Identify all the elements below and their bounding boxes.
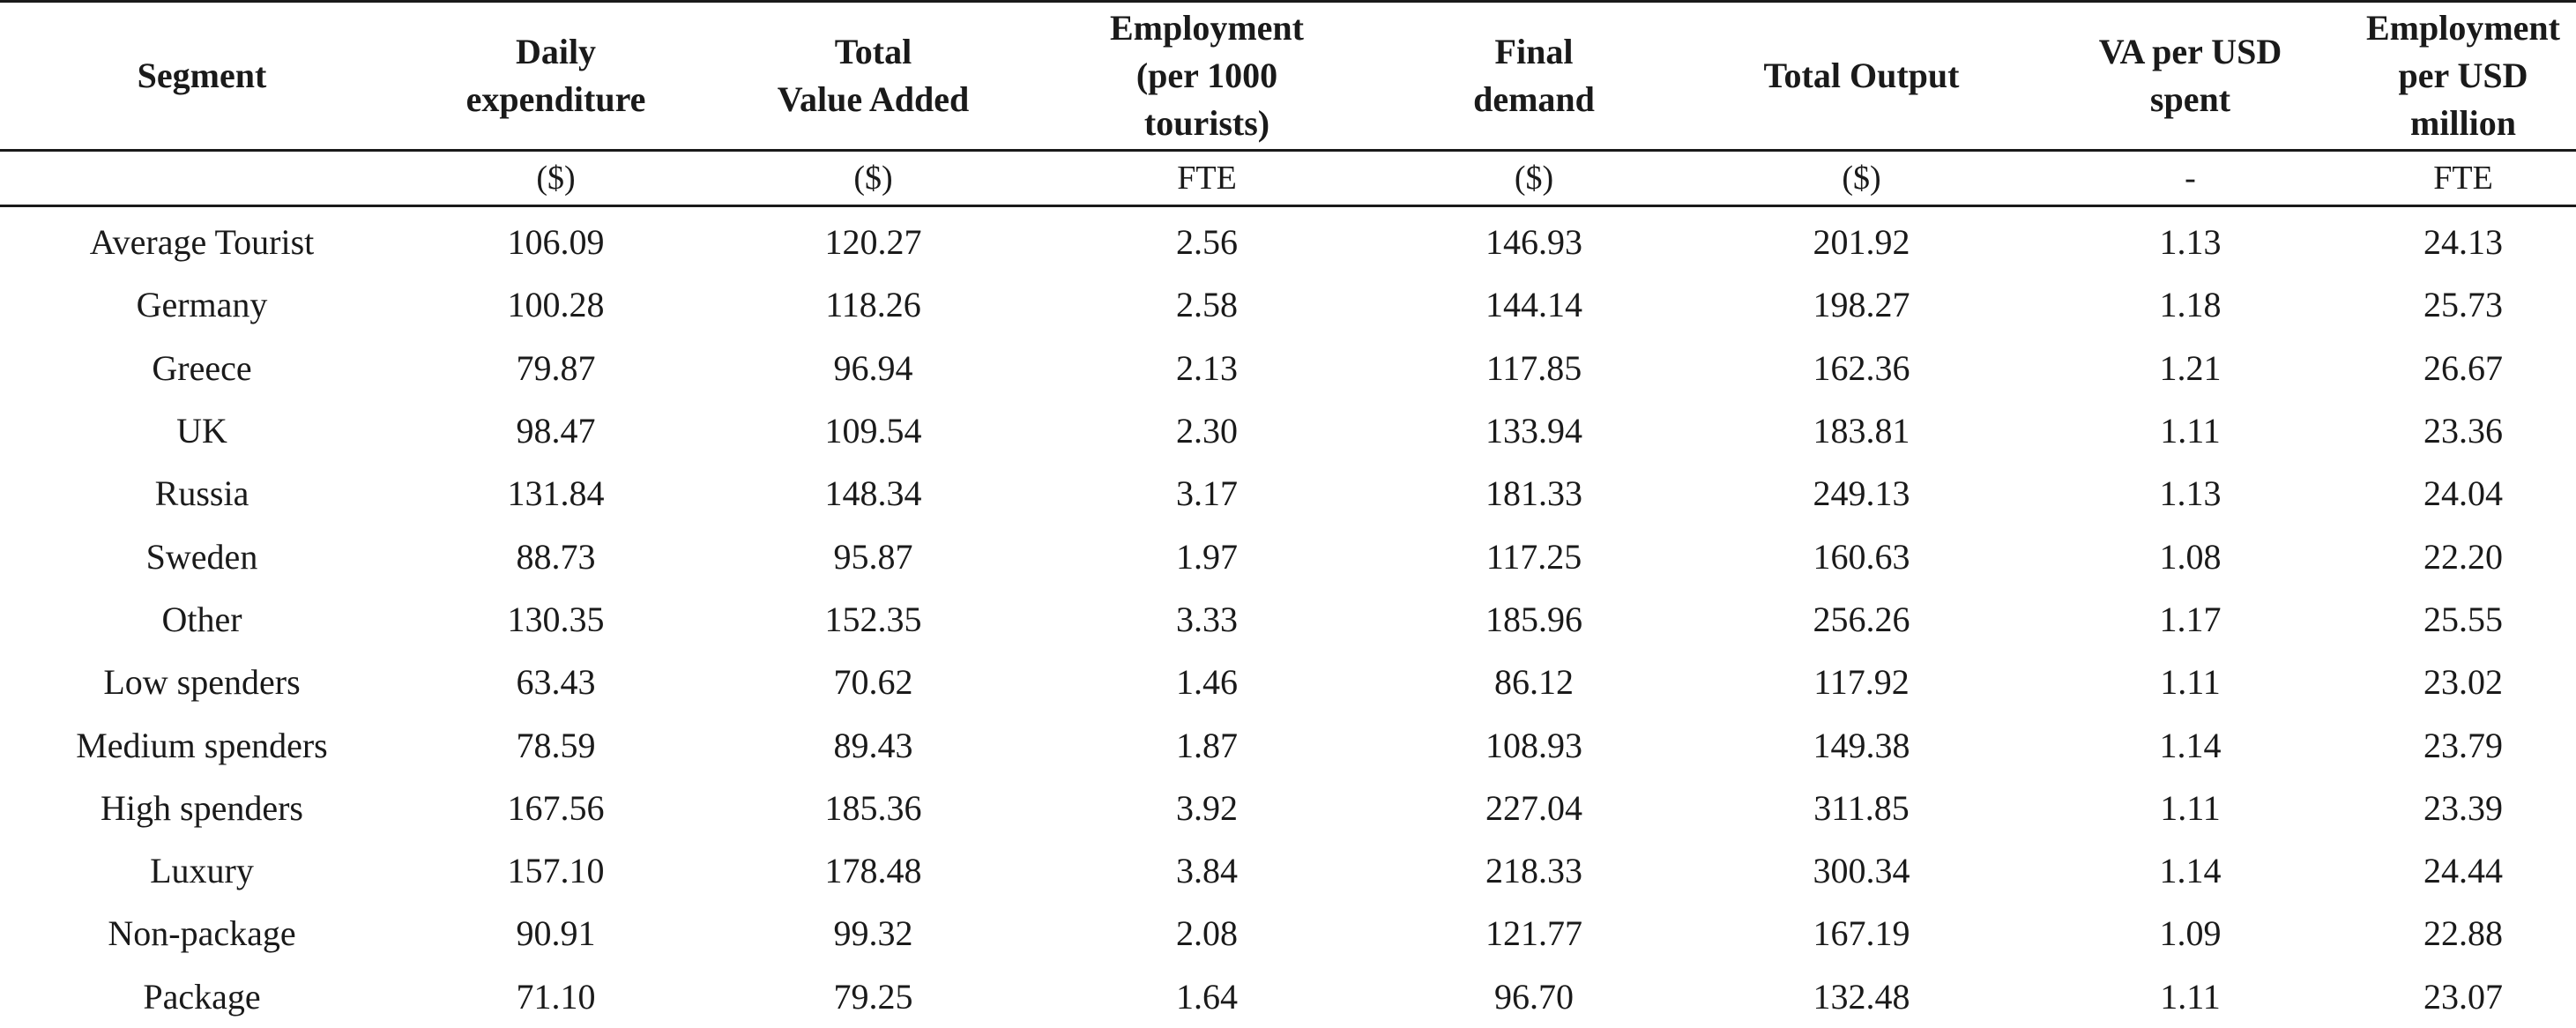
value-cell-daily-expenditure: 90.91	[516, 913, 596, 954]
header-line: Final	[1494, 32, 1574, 71]
header-line: tourists)	[1143, 103, 1270, 143]
table-row	[0, 337, 2576, 399]
unit-cell-total-value-added: ($)	[708, 151, 1039, 206]
table-row	[0, 777, 2576, 839]
table-header	[0, 2, 2576, 206]
header-line: Employment	[1110, 8, 1304, 48]
value-cell-employment-per-usd-million: 23.39	[2423, 787, 2503, 828]
segment-cell: UK	[176, 411, 227, 451]
value-cell-employment-per-1000: 3.84	[1176, 851, 1238, 891]
value-cell-total-output: 162.36	[1813, 347, 1910, 388]
value-cell-total-value-added: 152.35	[824, 599, 922, 639]
unit-cell-va-per-usd: -	[2030, 151, 2350, 206]
table-row	[0, 273, 2576, 336]
table-row	[0, 462, 2576, 525]
value-cell-employment-per-1000: 3.33	[1176, 599, 1238, 639]
value-cell-daily-expenditure: 98.47	[516, 411, 596, 451]
table-row	[0, 902, 2576, 965]
value-cell-final-demand: 86.12	[1494, 662, 1574, 703]
value-cell-total-output: 201.92	[1813, 222, 1910, 263]
value-cell-final-demand: 146.93	[1485, 222, 1582, 263]
value-cell-employment-per-usd-million: 26.67	[2423, 347, 2503, 388]
value-cell-total-output: 132.48	[1813, 976, 1910, 1017]
header-line: (per 1000	[1135, 56, 1278, 95]
column-header-total-value-added	[708, 2, 1039, 151]
value-cell-daily-expenditure: 79.87	[516, 347, 596, 388]
value-cell-va-per-usd: 1.17	[2159, 599, 2222, 639]
value-cell-total-output: 300.34	[1813, 851, 1910, 891]
header-line: Total Output	[1763, 56, 1960, 95]
table-row	[0, 713, 2576, 776]
column-header-employment-per-usd-million	[2350, 2, 2576, 151]
unit-cell-segment	[0, 151, 404, 206]
segment-cell: Other	[161, 599, 242, 639]
value-cell-employment-per-1000: 2.08	[1176, 913, 1238, 954]
value-cell-employment-per-usd-million: 22.20	[2423, 536, 2503, 577]
table-row	[0, 399, 2576, 462]
value-cell-total-value-added: 79.25	[833, 976, 913, 1017]
header-line: Total	[834, 32, 912, 71]
header-line: expenditure	[465, 79, 646, 119]
value-cell-total-output: 160.63	[1813, 536, 1910, 577]
table-row	[0, 965, 2576, 1028]
segment-cell: Package	[143, 976, 261, 1017]
value-cell-employment-per-1000: 3.17	[1176, 473, 1238, 514]
column-header-row	[0, 2, 2576, 151]
value-cell-total-value-added: 96.94	[833, 347, 913, 388]
value-cell-total-value-added: 89.43	[833, 725, 913, 765]
value-cell-final-demand: 185.96	[1485, 599, 1582, 639]
value-cell-total-output: 149.38	[1813, 725, 1910, 765]
value-cell-daily-expenditure: 106.09	[507, 222, 605, 263]
unit-cell-final-demand: ($)	[1375, 151, 1693, 206]
value-cell-daily-expenditure: 71.10	[516, 976, 596, 1017]
value-cell-final-demand: 144.14	[1485, 285, 1582, 325]
value-cell-employment-per-1000: 1.46	[1176, 662, 1238, 703]
column-header-final-demand	[1375, 2, 1693, 151]
value-cell-total-value-added: 120.27	[824, 222, 922, 263]
header-line: Segment	[137, 56, 267, 95]
value-cell-final-demand: 108.93	[1485, 725, 1582, 765]
segment-cell: Russia	[154, 473, 249, 514]
value-cell-employment-per-1000: 2.58	[1176, 285, 1238, 325]
table-row	[0, 525, 2576, 587]
unit-cell-employment-per-1000: FTE	[1039, 151, 1375, 206]
segment-cell: Medium spenders	[76, 725, 328, 765]
value-cell-total-output: 198.27	[1813, 285, 1910, 325]
header-line: Employment	[2366, 8, 2560, 48]
value-cell-employment-per-usd-million: 24.04	[2423, 473, 2503, 514]
header-line: Value Added	[777, 79, 970, 119]
value-cell-total-output: 249.13	[1813, 473, 1910, 514]
table-row	[0, 839, 2576, 902]
value-cell-employment-per-usd-million: 22.88	[2423, 913, 2503, 954]
value-cell-final-demand: 117.85	[1485, 347, 1582, 388]
value-cell-total-output: 256.26	[1813, 599, 1910, 639]
column-header-va-per-usd	[2030, 2, 2350, 151]
header-line: demand	[1473, 79, 1595, 119]
value-cell-va-per-usd: 1.13	[2159, 222, 2222, 263]
value-cell-daily-expenditure: 63.43	[516, 662, 596, 703]
value-cell-total-output: 117.92	[1813, 662, 1910, 703]
header-line: spent	[2149, 79, 2231, 119]
value-cell-daily-expenditure: 78.59	[516, 725, 596, 765]
value-cell-va-per-usd: 1.11	[2160, 787, 2221, 828]
value-cell-va-per-usd: 1.11	[2160, 411, 2221, 451]
value-cell-employment-per-1000: 1.64	[1176, 976, 1238, 1017]
value-cell-employment-per-usd-million: 23.36	[2423, 411, 2503, 451]
value-cell-va-per-usd: 1.14	[2159, 725, 2222, 765]
value-cell-employment-per-1000: 2.13	[1176, 347, 1238, 388]
value-cell-va-per-usd: 1.21	[2159, 347, 2222, 388]
value-cell-employment-per-usd-million: 23.79	[2423, 725, 2503, 765]
units-row	[0, 151, 2576, 206]
value-cell-employment-per-usd-million: 23.02	[2423, 662, 2503, 703]
header-line: million	[2409, 103, 2517, 143]
unit-cell-total-output: ($)	[1693, 151, 2030, 206]
value-cell-employment-per-usd-million: 23.07	[2423, 976, 2503, 1017]
header-line: VA per USD	[2098, 32, 2282, 71]
value-cell-va-per-usd: 1.18	[2159, 285, 2222, 325]
value-cell-daily-expenditure: 130.35	[507, 599, 605, 639]
value-cell-total-value-added: 95.87	[833, 536, 913, 577]
value-cell-final-demand: 121.77	[1485, 913, 1582, 954]
segment-cell: Sweden	[145, 536, 258, 577]
value-cell-va-per-usd: 1.13	[2159, 473, 2222, 514]
segment-cell: Germany	[136, 285, 268, 325]
value-cell-final-demand: 227.04	[1485, 787, 1582, 828]
value-cell-employment-per-usd-million: 24.13	[2423, 222, 2503, 263]
value-cell-final-demand: 117.25	[1485, 536, 1582, 577]
segment-cell: Average Tourist	[89, 222, 315, 263]
header-line: per USD	[2398, 56, 2528, 95]
unit-cell-daily-expenditure: ($)	[404, 151, 708, 206]
value-cell-daily-expenditure: 167.56	[507, 787, 605, 828]
value-cell-employment-per-usd-million: 24.44	[2423, 851, 2503, 891]
unit-cell-employment-per-usd-million: FTE	[2350, 151, 2576, 206]
value-cell-total-output: 311.85	[1813, 787, 1910, 828]
segment-cell: High spenders	[101, 787, 303, 828]
value-cell-employment-per-1000: 2.30	[1176, 411, 1238, 451]
table-row	[0, 206, 2576, 274]
table-row	[0, 651, 2576, 713]
value-cell-daily-expenditure: 131.84	[507, 473, 605, 514]
value-cell-total-value-added: 109.54	[824, 411, 922, 451]
value-cell-employment-per-usd-million: 25.55	[2423, 599, 2503, 639]
value-cell-total-value-added: 99.32	[833, 913, 913, 954]
value-cell-total-value-added: 148.34	[824, 473, 922, 514]
value-cell-total-output: 167.19	[1813, 913, 1910, 954]
value-cell-final-demand: 133.94	[1485, 411, 1582, 451]
value-cell-total-value-added: 185.36	[824, 787, 922, 828]
value-cell-final-demand: 218.33	[1485, 851, 1582, 891]
value-cell-employment-per-usd-million: 25.73	[2423, 285, 2503, 325]
value-cell-va-per-usd: 1.08	[2159, 536, 2222, 577]
value-cell-va-per-usd: 1.11	[2160, 976, 2221, 1017]
value-cell-va-per-usd: 1.11	[2160, 662, 2221, 703]
value-cell-final-demand: 96.70	[1494, 976, 1574, 1017]
column-header-segment	[0, 2, 404, 151]
column-header-employment-per-1000	[1039, 2, 1375, 151]
value-cell-daily-expenditure: 157.10	[507, 851, 605, 891]
segment-cell: Luxury	[150, 851, 254, 891]
value-cell-daily-expenditure: 88.73	[516, 536, 596, 577]
value-cell-total-output: 183.81	[1813, 411, 1910, 451]
column-header-total-output	[1693, 2, 2030, 151]
value-cell-va-per-usd: 1.14	[2159, 851, 2222, 891]
table-body	[0, 206, 2576, 1028]
segment-cell: Greece	[152, 347, 252, 388]
value-cell-employment-per-1000: 2.56	[1176, 222, 1238, 263]
header-line: Daily	[515, 32, 597, 71]
value-cell-final-demand: 181.33	[1485, 473, 1582, 514]
value-cell-employment-per-1000: 1.87	[1176, 725, 1238, 765]
segment-cell: Non-package	[108, 913, 296, 954]
value-cell-total-value-added: 118.26	[825, 285, 921, 325]
value-cell-total-value-added: 70.62	[833, 662, 913, 703]
value-cell-va-per-usd: 1.09	[2159, 913, 2222, 954]
column-header-daily-expenditure	[404, 2, 708, 151]
value-cell-daily-expenditure: 100.28	[507, 285, 605, 325]
segment-cell: Low spenders	[103, 662, 301, 703]
value-cell-employment-per-1000: 3.92	[1176, 787, 1238, 828]
table-row	[0, 588, 2576, 651]
value-cell-employment-per-1000: 1.97	[1176, 536, 1238, 577]
value-cell-total-value-added: 178.48	[824, 851, 922, 891]
